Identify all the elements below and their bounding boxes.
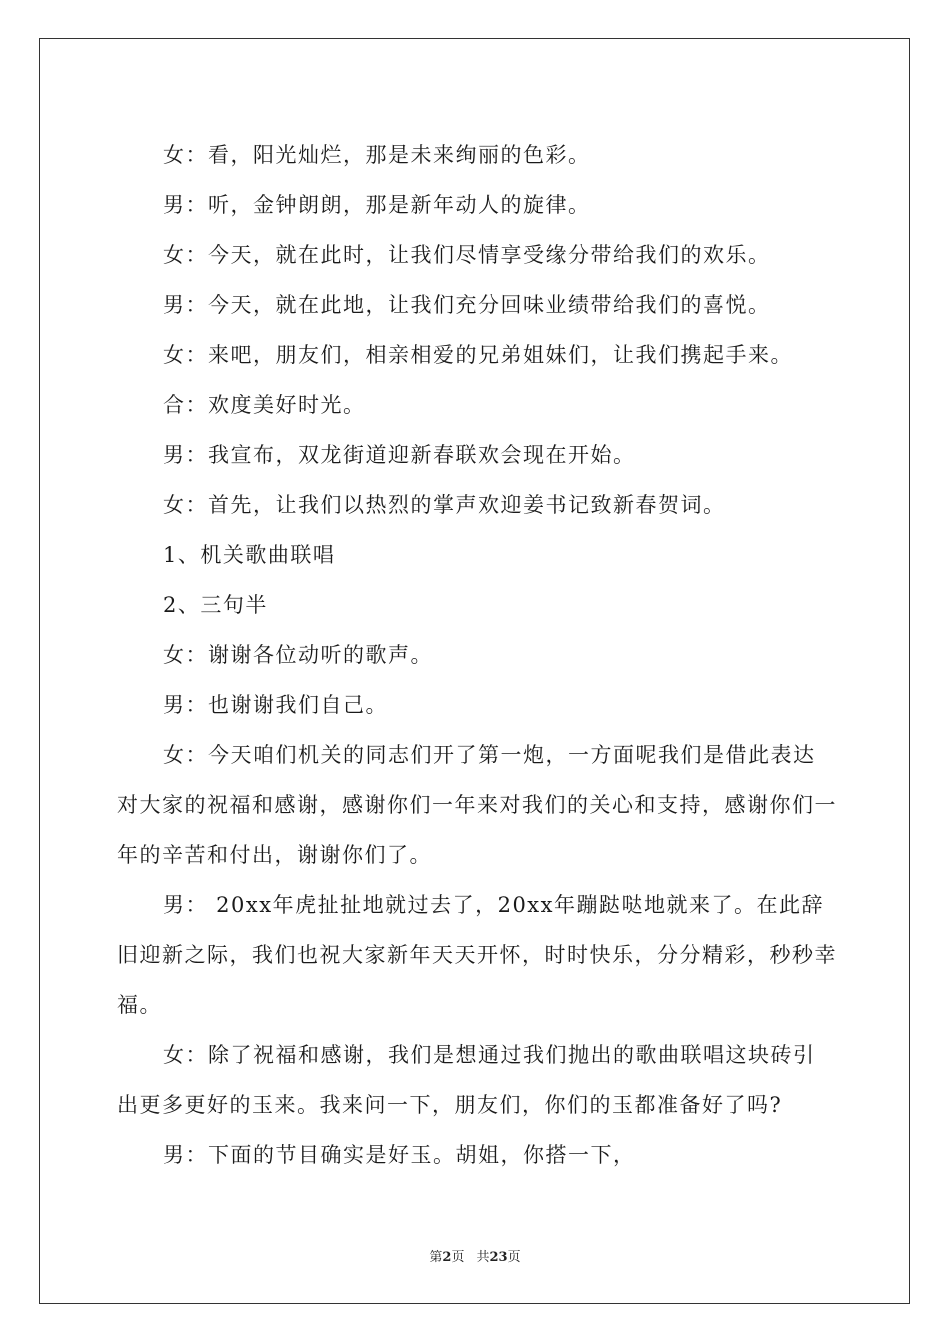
list-item: 2、三句半	[163, 593, 268, 617]
paragraph: 女：今天，就在此时，让我们尽情享受缘分带给我们的欢乐。	[163, 243, 771, 267]
paragraph: 男：我宣布，双龙街道迎新春联欢会现在开始。	[163, 443, 636, 467]
paragraph: 女：看，阳光灿烂，那是未来绚丽的色彩。	[163, 143, 591, 167]
paragraph: 男：听，金钟朗朗，那是新年动人的旋律。	[163, 193, 591, 217]
document-body	[117, 130, 837, 1180]
paragraph: 女：今天咱们机关的同志们开了第一炮，一方面呢我们是借此表达对大家的祝福和感谢，感谢你们一年来对我们的关心和支持，感谢你们一年的辛苦和付出，谢谢你们了。	[117, 743, 837, 867]
footer-prefix: 第	[429, 1250, 443, 1265]
paragraph: 男：也谢谢我们自己。	[163, 693, 388, 717]
paragraph: 女：来吧，朋友们，相亲相爱的兄弟姐妹们，让我们携起手来。	[163, 343, 793, 367]
paragraph: 女：除了祝福和感谢，我们是想通过我们抛出的歌曲联唱这块砖引出更多更好的玉来。我来问一下，朋友们，你们的玉都准备好了吗?	[117, 1043, 816, 1117]
paragraph: 男：今天，就在此地，让我们充分回味业绩带给我们的喜悦。	[163, 293, 771, 317]
paragraph: 女：谢谢各位动听的歌声。	[163, 643, 433, 667]
page-number: 2	[442, 1250, 452, 1265]
paragraph: 男： 20xx年虎扯扯地就过去了，20xx年蹦跶哒地就来了。在此辞旧迎新之际，我们也祝大家新年天天开怀，时时快乐，分分精彩，秒秒幸福。	[117, 893, 837, 1017]
total-pages: 23	[489, 1250, 508, 1265]
footer-total-suffix: 页	[507, 1250, 521, 1265]
footer-page-suffix: 页	[451, 1250, 465, 1265]
list-item: 1、机关歌曲联唱	[163, 543, 336, 567]
paragraph: 男：下面的节目确实是好玉。胡姐，你搭一下，	[163, 1143, 636, 1167]
paragraph: 合：欢度美好时光。	[163, 393, 366, 417]
paragraph: 女：首先，让我们以热烈的掌声欢迎姜书记致新春贺词。	[163, 493, 726, 517]
page-footer	[0, 1246, 950, 1265]
footer-total-prefix: 共	[476, 1250, 490, 1265]
